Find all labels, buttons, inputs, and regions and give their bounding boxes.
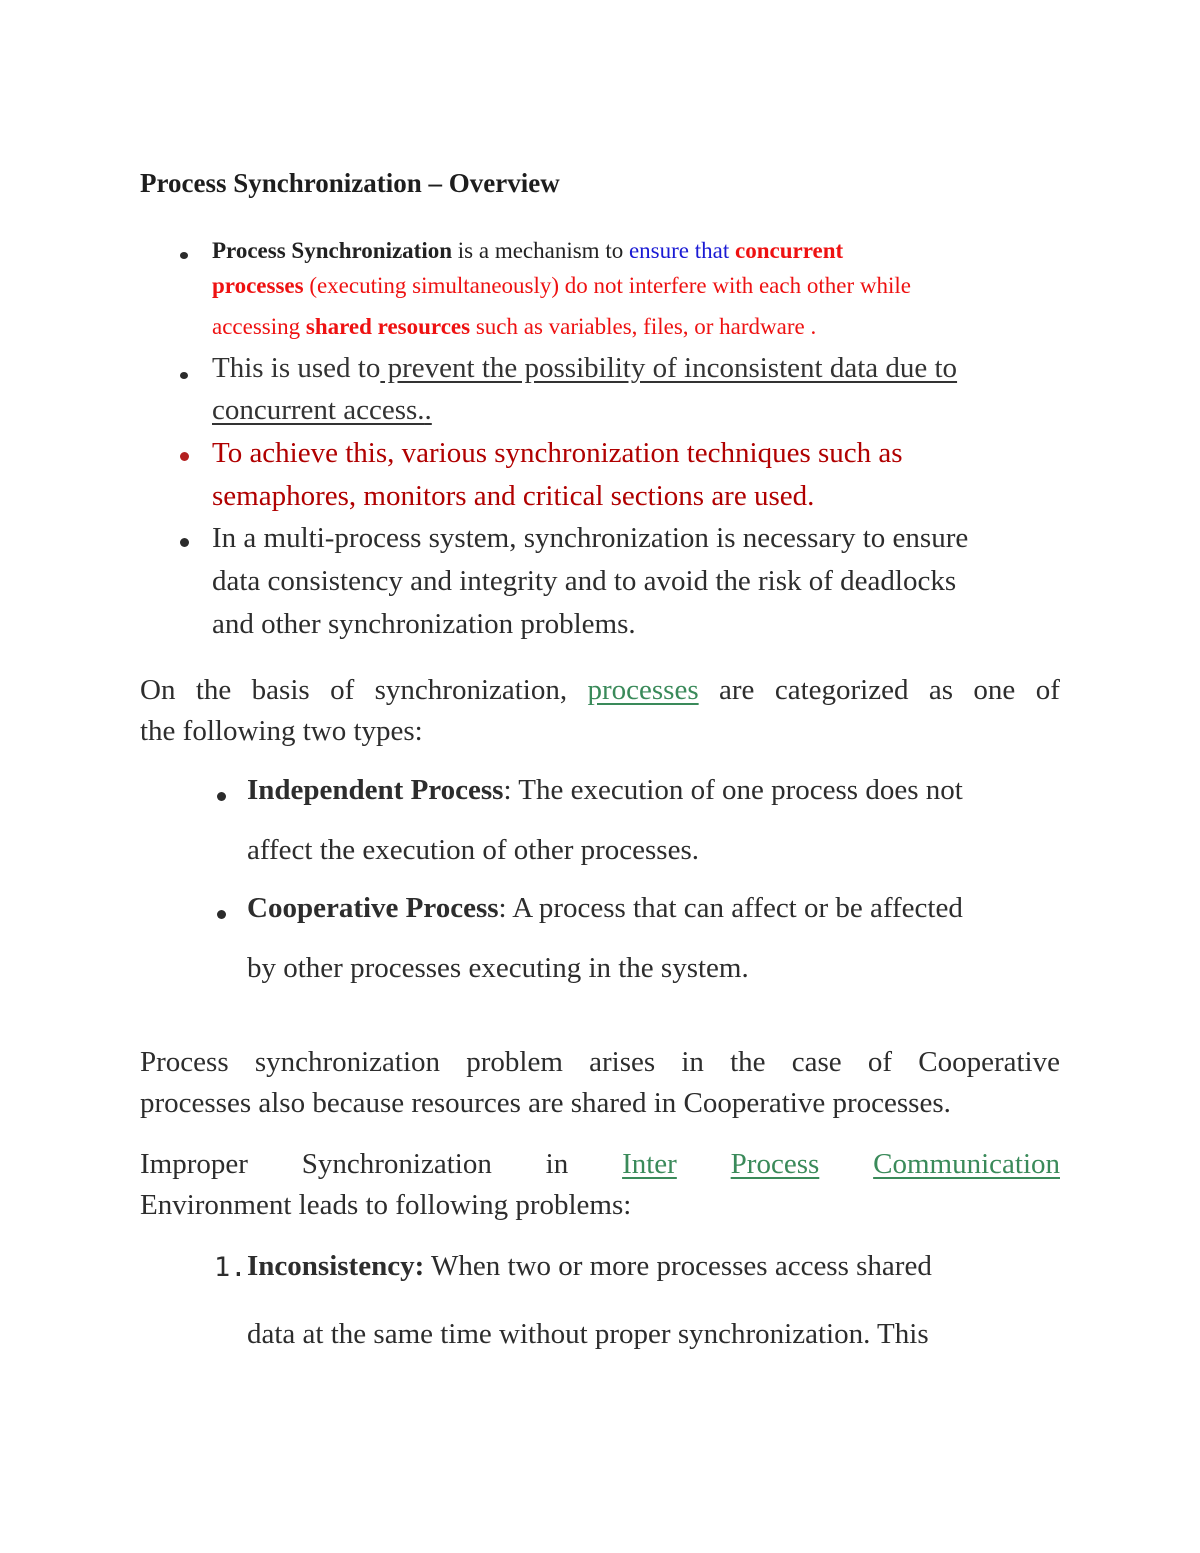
basis-paragraph: On the basis of synchronization, processes are categorized as one of the following two types:: [140, 674, 1060, 747]
bullet-icon: [180, 538, 189, 547]
bullet-icon: [180, 452, 189, 461]
list-number: 1.: [214, 1252, 247, 1283]
bullet-item-multiprocess: In a multi-process system, synchronization is necessary to ensure data consistency and integrity and to avoid the risk of deadlocks and other synchronization problems.: [140, 522, 1070, 650]
document-page: Process Synchronization – Overview Process Synchronization is a mechanism to ensure that concurrent processes (executing simultaneously) do not interfere with each other while accessing shared resources such as variables, files, or hardware . This is used to prevent the possibility of inconsistent data due to concurrent access.. To achieve this, various synchronization techniques such as semaphores, monitors and critical sections are used. In a multi-process system, synchronization is necessary to ensure data consistency and integrity and to avoid the risk of deadlocks and other synchronization problems. On the basis of synchronization, processes are categorized as one of the following two types: Independent Process: The execution of one process does not affect the execution of other processes. Cooperative Process: A process that can affect or be affected by other processes executing in the system. Process synchronization problem arises in the case of Cooperative processes also because resources are shared in Cooperative processes. Improper Synchronization in Inter Process Communication Environment leads to following problems: 1. Inconsistency: When two or more processes access shared data at the same time without proper synchronization. This: [0, 0, 1200, 1553]
ipc-link-process[interactable]: Process: [730, 1148, 820, 1180]
term-process-synchronization: Process Synchronization: [212, 238, 453, 263]
type-independent-process: Independent Process: The execution of one process does not: [247, 774, 963, 806]
bullet-item-definition: Process Synchronization is a mechanism to ensure that concurrent processes (executing simultaneously) do not interfere with each other while accessing shared resources such as variables, files, or hardware .: [140, 230, 1070, 350]
type-cooperative-process: Cooperative Process: A process that can affect or be affected: [247, 892, 963, 924]
bullet-item-purpose: This is used to prevent the possibility of inconsistent data due to concurrent access..: [140, 352, 1070, 436]
bullet-icon: [217, 792, 226, 801]
bullet-icon: [180, 252, 188, 259]
improper-sync-paragraph: Improper Synchronization in Inter Process Communication Environment leads to following problems:: [140, 1148, 1060, 1221]
numbered-item-inconsistency: Inconsistency: When two or more processes access shared: [247, 1250, 932, 1282]
page-title: Process Synchronization – Overview: [140, 168, 560, 198]
bullet-item-techniques: To achieve this, various synchronization techniques such as semaphores, monitors and critical sections are used.: [140, 437, 1070, 521]
bullet-icon: [180, 372, 188, 379]
processes-link[interactable]: processes: [587, 674, 699, 706]
problem-paragraph: Process synchronization problem arises in the case of Cooperative processes also because resources are shared in Cooperative processes.: [140, 1046, 1060, 1119]
bullet-icon: [217, 910, 226, 919]
ipc-link-inter[interactable]: Inter: [622, 1148, 677, 1180]
ipc-link-communication[interactable]: Communication: [873, 1148, 1060, 1180]
